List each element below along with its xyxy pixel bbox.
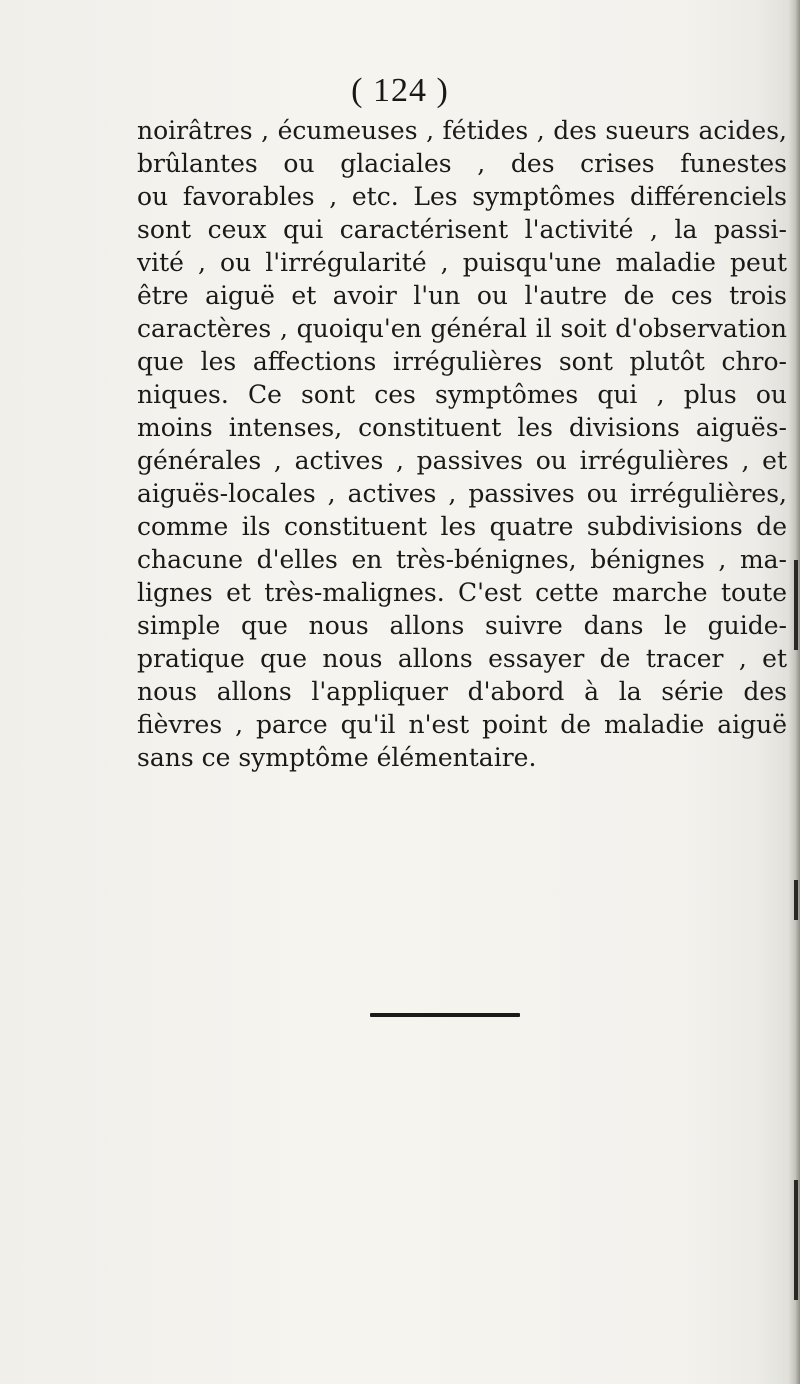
text-line: brûlantes ou glaciales , des crises funestes: [137, 149, 787, 178]
page-number: ( 124 ): [351, 72, 449, 109]
text-line: ou favorables , etc. Les symptômes différenciels: [137, 182, 787, 211]
text-line: comme ils constituent les quatre subdivisions de: [137, 512, 787, 541]
text-line: sont ceux qui caractérisent l'activité , la passi-: [137, 215, 787, 244]
page-edge-mark: [794, 1180, 798, 1300]
text-line: nous allons l'appliquer d'abord à la série des: [137, 677, 787, 706]
page-edge-shadow: [788, 0, 800, 1384]
body-text: [137, 114, 787, 774]
text-line: vité , ou l'irrégularité , puisqu'une maladie peut: [137, 248, 787, 277]
text-line: fièvres , parce qu'il n'est point de maladie aiguë: [137, 710, 787, 739]
text-line: moins intenses, constituent les divisions aiguës-: [137, 413, 787, 442]
text-line: aiguës-locales , actives , passives ou irrégulières,: [137, 479, 787, 508]
text-line: noirâtres , écumeuses , fétides , des sueurs acides,: [137, 116, 787, 145]
text-line: lignes et très-malignes. C'est cette marche toute: [137, 578, 787, 607]
text-line: être aiguë et avoir l'un ou l'autre de ces trois: [137, 281, 787, 310]
text-line: simple que nous allons suivre dans le guide-: [137, 611, 787, 640]
text-line: chacune d'elles en très-bénignes, bénignes , ma-: [137, 545, 787, 574]
end-rule-divider: [370, 1013, 520, 1017]
text-line: pratique que nous allons essayer de tracer , et: [137, 644, 787, 673]
text-line: niques. Ce sont ces symptômes qui , plus ou: [137, 380, 787, 409]
page-edge-mark: [794, 560, 798, 650]
text-line: que les affections irrégulières sont plutôt chro-: [137, 347, 787, 376]
page-edge-mark: [794, 880, 798, 920]
text-line: générales , actives , passives ou irrégulières , et: [137, 446, 787, 475]
text-line: caractères , quoiqu'en général il soit d'observation: [137, 314, 787, 343]
text-line-last: sans ce symptôme élémentaire.: [137, 743, 537, 772]
